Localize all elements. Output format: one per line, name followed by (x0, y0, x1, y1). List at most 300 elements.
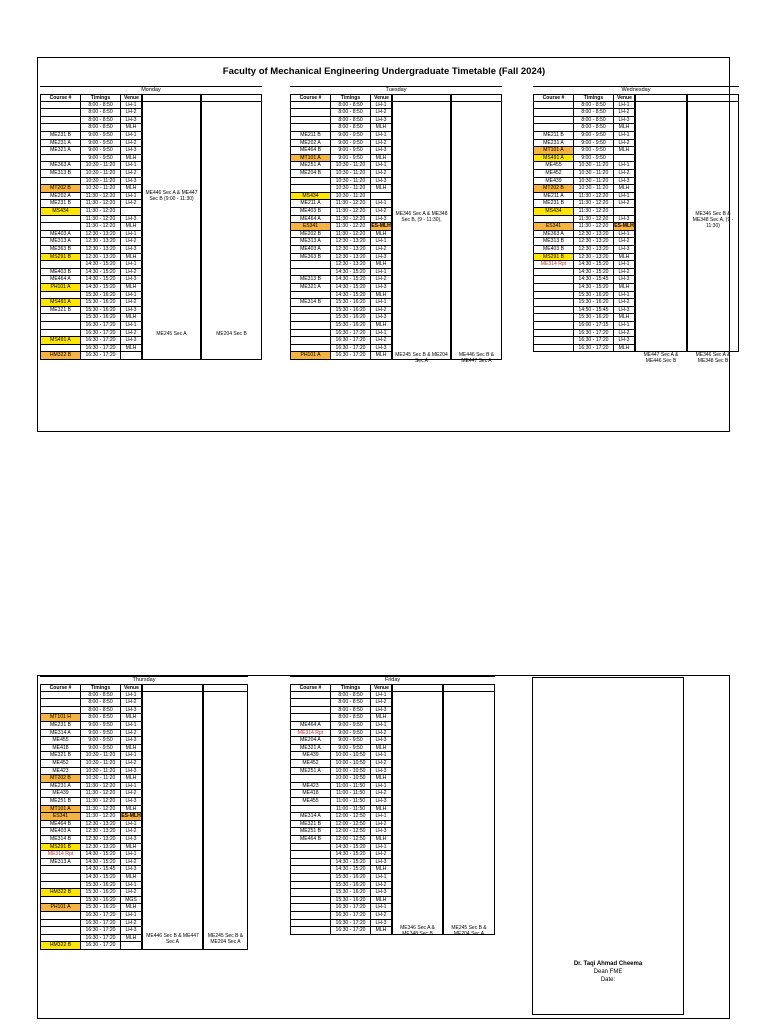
timing-cell: 10:30 - 11:20 (573, 162, 613, 170)
venue-cell: LH-1 (613, 322, 635, 330)
venue-cell: LH-1 (370, 844, 392, 852)
venue-cell: LH-2 (613, 330, 635, 338)
venue-cell: LH-1 (613, 261, 635, 269)
course-cell: ME313 A (40, 859, 80, 867)
venue-cell: LH-2 (370, 170, 392, 178)
timing-cell: 12:30 - 13:20 (330, 261, 370, 269)
course-cell: ME211 A (290, 200, 330, 208)
course-cell: ME314 A (290, 813, 330, 821)
course-cell: ME464 A (290, 216, 330, 224)
venue-cell: LH-1 (120, 783, 142, 791)
course-cell: ME231 B (40, 200, 80, 208)
timing-cell: 9:00 - 9:50 (330, 147, 370, 155)
timing-cell: 8:00 - 8:50 (80, 109, 120, 117)
course-cell: ME452 (290, 760, 330, 768)
venue-cell: LH-3 (120, 307, 142, 315)
venue-cell: MLH (370, 897, 392, 905)
timing-cell: 14:50 - 15:45 (573, 307, 613, 315)
timing-cell: 10:00 - 10:50 (330, 760, 370, 768)
timing-cell: 12:30 - 13:20 (80, 844, 120, 852)
venue-cell: LH-1 (120, 851, 142, 859)
timing-cell: 11:30 - 12:20 (573, 223, 613, 231)
course-cell: ME439 (290, 752, 330, 760)
venue-cell: LH-2 (120, 269, 142, 277)
header-course: Course # (290, 684, 330, 692)
tuesday-merged-note-1: ME346 Sec A & ME348 Sec B, (9 - 11:30), (395, 210, 448, 223)
timing-cell: 9:00 - 9:50 (80, 722, 120, 730)
timing-cell: 16:30 - 17:20 (330, 904, 370, 912)
timing-cell: 16:30 - 17:20 (80, 912, 120, 920)
venue-cell: LH-3 (370, 345, 392, 353)
timing-cell: 12:00 - 12:50 (330, 828, 370, 836)
venue-cell: LH-3 (120, 178, 142, 186)
course-cell: ME403 B (290, 208, 330, 216)
venue-cell: LH-2 (120, 238, 142, 246)
venue-cell: LH-2 (370, 307, 392, 315)
venue-cell: LH-3 (613, 117, 635, 125)
merged-column (142, 94, 201, 360)
course-cell: ME403 B (533, 246, 573, 254)
timing-cell: 15:30 - 16:20 (573, 292, 613, 300)
course-cell: ME464 B (290, 836, 330, 844)
venue-cell: MLH (613, 147, 635, 155)
timing-cell: 9:00 - 9:50 (80, 737, 120, 745)
course-cell: MT202 B (533, 185, 573, 193)
venue-cell: LH-3 (120, 246, 142, 254)
timing-cell: 12:30 - 13:20 (330, 246, 370, 254)
tuesday-day-name: Tuesday (290, 86, 502, 94)
venue-cell: LH-3 (370, 889, 392, 897)
timing-cell: 11:30 - 12:20 (80, 790, 120, 798)
timing-cell: 14:30 - 15:20 (330, 292, 370, 300)
header-venue: Venue (120, 94, 142, 102)
timing-cell: 8:00 - 8:50 (80, 714, 120, 722)
timing-cell: 10:30 - 11:20 (80, 760, 120, 768)
timing-cell: 16:30 - 17:20 (80, 920, 120, 928)
course-cell: ME321 A (290, 745, 330, 753)
timing-cell: 9:00 - 9:50 (573, 147, 613, 155)
venue-cell: ES-MLH (614, 223, 634, 230)
course-cell: ME314 Rpt (290, 730, 330, 738)
timing-cell: 9:00 - 9:50 (330, 722, 370, 730)
venue-cell: LH-2 (120, 828, 142, 836)
timing-cell: 14:30 - 15:20 (573, 269, 613, 277)
venue-cell: MLH (613, 284, 635, 292)
timing-cell: 16:30 - 17:20 (80, 942, 120, 950)
timing-cell: 15:30 - 16:20 (80, 314, 120, 322)
course-cell: ME321 A (290, 284, 330, 292)
course-cell: ME363 B (40, 246, 80, 254)
signature-box (532, 677, 684, 1015)
venue-cell: LH-3 (370, 707, 392, 715)
table-outline (40, 94, 142, 360)
course-cell: ME464 B (290, 147, 330, 155)
venue-cell: LH-1 (120, 322, 142, 330)
course-cell: HM322 B (40, 889, 80, 897)
venue-cell: LH-2 (370, 246, 392, 254)
timing-cell: 9:00 - 9:50 (80, 140, 120, 148)
timing-cell: 14:30 - 15:20 (330, 284, 370, 292)
timing-cell: 9:00 - 9:50 (80, 147, 120, 155)
merged-column (201, 94, 262, 360)
timing-cell: 16:30 - 17:20 (330, 912, 370, 920)
venue-cell: LH-1 (370, 904, 392, 912)
course-cell: MS491 A (40, 337, 80, 345)
venue-cell: LH-2 (370, 851, 392, 859)
timing-cell: 16:30 - 17:20 (573, 337, 613, 345)
venue-cell: MLH (120, 223, 142, 231)
course-cell: ME403 A (290, 246, 330, 254)
venue-cell: LH-1 (370, 692, 392, 700)
course-cell: ME251 A (290, 162, 330, 170)
course-cell: HM322 B (40, 942, 80, 950)
venue-cell: MLH (120, 806, 142, 814)
venue-cell: LH-2 (370, 821, 392, 829)
venue-cell: LH-1 (120, 692, 142, 700)
timing-cell: 14:30 - 15:20 (330, 859, 370, 867)
venue-cell: LH-2 (613, 269, 635, 277)
timing-cell: 14:30 - 15:20 (330, 844, 370, 852)
venue-cell: LH-3 (370, 147, 392, 155)
course-cell: ME313 B (533, 238, 573, 246)
venue-cell: LH-2 (370, 337, 392, 345)
monday-day-name: Monday (40, 86, 262, 94)
timing-cell: 15:30 - 16:20 (330, 882, 370, 890)
venue-cell: LH-3 (120, 337, 142, 345)
header-course: Course # (40, 684, 80, 692)
timing-cell: 16:00 - 17:15 (573, 322, 613, 330)
timing-cell: 14:30 - 15:20 (80, 261, 120, 269)
venue-cell: LH-3 (120, 798, 142, 806)
course-cell: PH101 A (40, 904, 80, 912)
header-timings: Timings (330, 94, 370, 102)
monday-merged-note-3: ME204 Sec B (216, 330, 247, 337)
course-cell: ME231 B (40, 132, 80, 140)
timing-cell: 10:00 - 10:50 (330, 752, 370, 760)
merged-column (443, 684, 495, 935)
timing-cell: 16:30 - 17:20 (80, 935, 120, 943)
course-cell: ME321 B (40, 752, 80, 760)
venue-cell: LH-2 (613, 299, 635, 307)
timing-cell: 16:30 - 17:20 (80, 352, 120, 360)
course-cell: ME211 B (533, 132, 573, 140)
venue-cell: MLH (120, 185, 142, 193)
venue-cell: LH-1 (370, 162, 392, 170)
venue-cell: MLH (120, 874, 142, 882)
course-cell: PH101 A (290, 352, 330, 360)
timing-cell: 15:30 - 16:20 (573, 299, 613, 307)
course-cell: ME314 B (290, 299, 330, 307)
timing-cell: 11:30 - 12:20 (80, 223, 120, 231)
header-timings: Timings (80, 94, 120, 102)
timing-cell: 9:00 - 9:50 (573, 155, 613, 163)
venue-cell: LH-1 (613, 193, 635, 201)
timing-cell: 11:30 - 12:20 (80, 806, 120, 814)
course-cell: ME321 A (40, 147, 80, 155)
course-cell: ME231 B (40, 722, 80, 730)
timing-cell: 10:30 - 11:20 (80, 170, 120, 178)
timing-cell: 9:00 - 9:50 (80, 155, 120, 163)
timing-cell: 16:30 - 17:20 (80, 322, 120, 330)
course-cell: ME464 A (40, 276, 80, 284)
venue-cell: LH-2 (370, 882, 392, 890)
header-venue: Venue (120, 684, 142, 692)
venue-cell: LH-2 (370, 760, 392, 768)
venue-cell: MLH (370, 124, 392, 132)
course-cell: ME313 B (290, 276, 330, 284)
course-cell: ME204 B (290, 170, 330, 178)
venue-cell: LH-3 (120, 927, 142, 935)
course-cell: ME313 B (40, 170, 80, 178)
course-cell: ME231 A (40, 140, 80, 148)
course-cell: ME363 A (40, 162, 80, 170)
timing-cell: 14:30 - 15:45 (573, 276, 613, 284)
venue-cell: MLH (370, 352, 392, 360)
venue-cell: MLH (370, 775, 392, 783)
table-outline (533, 94, 635, 352)
venue-cell: LH-1 (120, 132, 142, 140)
course-cell: ME211 B (290, 132, 330, 140)
timing-cell: 10:30 - 11:20 (80, 775, 120, 783)
venue-cell: LH-2 (370, 109, 392, 117)
course-cell: ME231 A (533, 140, 573, 148)
course-cell: MS491 A (533, 155, 573, 163)
timing-cell: 12:30 - 13:20 (573, 254, 613, 262)
timing-cell: 10:30 - 11:20 (330, 193, 370, 201)
timing-cell: 9:00 - 9:50 (330, 737, 370, 745)
friday-day-name: Friday (290, 676, 495, 684)
timing-cell: 8:00 - 8:50 (573, 124, 613, 132)
venue-cell: MLH (370, 927, 392, 935)
course-cell: ME455 (533, 162, 573, 170)
timing-cell: 8:00 - 8:50 (330, 714, 370, 722)
course-cell: MS434 (290, 193, 330, 201)
timing-cell: 11:30 - 12:20 (573, 200, 613, 208)
timing-cell: 11:30 - 12:20 (330, 231, 370, 239)
timing-cell: 10:30 - 11:20 (573, 170, 613, 178)
course-cell: MT202 B (40, 185, 80, 193)
venue-cell: LH-1 (370, 299, 392, 307)
venue-cell: LH-1 (370, 132, 392, 140)
timing-cell: 12:00 - 12:50 (330, 813, 370, 821)
timing-cell: 8:00 - 8:50 (573, 102, 613, 110)
course-cell: MT101 A (40, 806, 80, 814)
course-cell: ME403 A (40, 231, 80, 239)
venue-cell: LH-2 (120, 170, 142, 178)
dean-name: Dr. Taqi Ahmad Cheema (573, 961, 643, 967)
course-cell: ME314 B (40, 836, 80, 844)
timing-cell: 14:30 - 15:20 (330, 866, 370, 874)
wednesday-merged-note-2: ME447 Sec A & ME446 Sec B (643, 351, 679, 364)
venue-cell: LH-1 (370, 813, 392, 821)
venue-cell: LH-3 (613, 246, 635, 254)
merged-column (142, 684, 203, 950)
venue-cell: LH-2 (120, 859, 142, 867)
dean-role: Dean FME (593, 969, 623, 975)
venue-cell: LH-2 (120, 109, 142, 117)
venue-cell: MLH (613, 314, 635, 322)
venue-cell: LH-1 (370, 330, 392, 338)
merged-column (203, 684, 248, 950)
course-cell: ME464 A (290, 722, 330, 730)
venue-cell: MLH (120, 935, 142, 943)
timing-cell: 15:30 - 16:20 (330, 889, 370, 897)
venue-cell: LH-2 (370, 790, 392, 798)
venue-cell: LH-3 (613, 337, 635, 345)
venue-cell: ES-MLH (371, 223, 391, 230)
timing-cell: 14:30 - 15:20 (330, 851, 370, 859)
venue-cell: LH-1 (370, 200, 392, 208)
timing-cell: 16:30 - 17:20 (330, 345, 370, 353)
course-cell: ME418 (40, 745, 80, 753)
timing-cell: 16:30 - 17:20 (80, 337, 120, 345)
course-cell: MS291 B (40, 844, 80, 852)
venue-cell: LH-1 (370, 238, 392, 246)
course-cell: ME251 A (290, 768, 330, 776)
venue-cell: MLH (120, 284, 142, 292)
header-venue: Venue (370, 94, 392, 102)
course-cell: ME314 A (40, 730, 80, 738)
course-cell: ES341 (290, 223, 330, 231)
timing-cell: 12:30 - 13:20 (80, 254, 120, 262)
timing-cell: 8:00 - 8:50 (80, 699, 120, 707)
header-venue: Venue (613, 94, 635, 102)
header-timings: Timings (80, 684, 120, 692)
header-course: Course # (40, 94, 80, 102)
venue-cell: MLH (370, 231, 392, 239)
venue-cell: LH-1 (370, 722, 392, 730)
course-cell: ME231 A (40, 783, 80, 791)
timing-cell: 11:30 - 12:20 (80, 200, 120, 208)
timing-cell: 10:30 - 11:20 (330, 162, 370, 170)
timing-cell: 11:30 - 12:20 (330, 216, 370, 224)
venue-cell: MLH (120, 775, 142, 783)
venue-cell: LH-1 (120, 292, 142, 300)
timing-cell: 8:00 - 8:50 (80, 124, 120, 132)
venue-cell: LH-1 (120, 722, 142, 730)
venue-cell: LH-2 (370, 276, 392, 284)
venue-cell: LH-2 (613, 140, 635, 148)
venue-cell: LH-3 (370, 768, 392, 776)
course-cell: MT101 A (290, 155, 330, 163)
timing-cell: 14:30 - 15:20 (330, 269, 370, 277)
venue-cell: MLH (370, 866, 392, 874)
timing-cell: 12:30 - 13:20 (80, 238, 120, 246)
venue-cell: LH-3 (120, 276, 142, 284)
timing-cell: 12:30 - 13:20 (80, 821, 120, 829)
timing-cell: 14:30 - 15:20 (80, 276, 120, 284)
venue-cell: MLH (613, 185, 635, 193)
venue-cell: MLH (370, 155, 392, 163)
course-cell: PH101 A (40, 284, 80, 292)
timing-cell: 11:00 - 11:50 (330, 783, 370, 791)
venue-cell: LH-2 (120, 790, 142, 798)
venue-cell: LH-1 (120, 193, 142, 201)
timing-cell: 11:30 - 12:20 (573, 216, 613, 224)
timing-cell: 8:00 - 8:50 (330, 692, 370, 700)
course-cell: ME439 (40, 790, 80, 798)
venue-cell: MLH (370, 261, 392, 269)
timing-cell: 14:30 - 15:20 (80, 859, 120, 867)
timing-cell: 16:30 - 17:20 (80, 345, 120, 353)
timing-cell: 10:30 - 11:20 (80, 768, 120, 776)
venue-cell: LH-2 (120, 760, 142, 768)
venue-cell: LH-2 (120, 299, 142, 307)
timing-cell: 9:00 - 9:50 (330, 745, 370, 753)
timing-cell: 12:30 - 13:20 (330, 254, 370, 262)
timing-cell: 15:30 - 16:20 (80, 897, 120, 905)
venue-cell: LH-3 (120, 707, 142, 715)
timing-cell: 11:00 - 11:50 (330, 798, 370, 806)
venue-cell: ES-MLH (121, 813, 141, 820)
timing-cell: 16:30 - 17:20 (573, 345, 613, 353)
table-outline (40, 684, 142, 950)
course-cell: ME202 B (290, 231, 330, 239)
venue-cell: LH-1 (613, 132, 635, 140)
page-title: Faculty of Mechanical Engineering Undergraduate Timetable (Fall 2024) (222, 66, 546, 77)
timing-cell: 11:00 - 11:50 (330, 790, 370, 798)
header-timings: Timings (573, 94, 613, 102)
timing-cell: 8:00 - 8:50 (80, 102, 120, 110)
venue-cell: LH-1 (120, 102, 142, 110)
venue-cell: MLH (370, 322, 392, 330)
course-cell: ME418 (290, 790, 330, 798)
venue-cell: LH-1 (613, 231, 635, 239)
venue-cell: LH-2 (613, 200, 635, 208)
venue-cell: LH-3 (370, 737, 392, 745)
timing-cell: 9:00 - 9:50 (330, 730, 370, 738)
course-cell: ME423 (40, 768, 80, 776)
timing-cell: 14:30 - 15:20 (80, 874, 120, 882)
course-cell: ES341 (40, 813, 80, 821)
venue-cell: LH-2 (370, 140, 392, 148)
timing-cell: 11:30 - 12:20 (80, 783, 120, 791)
timing-cell: 11:30 - 12:20 (330, 200, 370, 208)
course-cell: ME455 (40, 737, 80, 745)
venue-cell: MLH (120, 254, 142, 262)
signature-date: Date: (600, 977, 616, 983)
timing-cell: 12:30 - 13:20 (330, 238, 370, 246)
thursday-day-name: Thursday (40, 676, 248, 684)
course-cell: MT101 A (533, 147, 573, 155)
venue-cell: LH-1 (370, 783, 392, 791)
venue-cell: LH-3 (370, 314, 392, 322)
course-cell: ME321 B (40, 307, 80, 315)
timing-cell: 10:30 - 11:20 (330, 178, 370, 186)
course-cell: ME455 (290, 798, 330, 806)
timing-cell: 16:30 - 17:20 (330, 920, 370, 928)
venue-cell: LH-1 (120, 821, 142, 829)
timing-cell: 16:30 - 17:20 (80, 927, 120, 935)
venue-cell: LH-1 (120, 261, 142, 269)
venue-cell: MLH (370, 745, 392, 753)
timing-cell: 8:00 - 8:50 (330, 102, 370, 110)
timing-cell: 12:00 - 12:50 (330, 836, 370, 844)
course-cell: ME439 (533, 178, 573, 186)
course-cell: MT101 H (40, 714, 80, 722)
timing-cell: 11:30 - 12:20 (80, 208, 120, 216)
timing-cell: 9:00 - 9:50 (573, 132, 613, 140)
timing-cell: 8:00 - 8:50 (573, 109, 613, 117)
timing-cell: 10:30 - 11:20 (330, 170, 370, 178)
timing-cell: 9:00 - 9:50 (80, 132, 120, 140)
timing-cell: 16:30 - 17:20 (330, 337, 370, 345)
venue-cell: LH-3 (120, 866, 142, 874)
venue-cell: LH-3 (370, 178, 392, 186)
venue-cell: LH-3 (120, 836, 142, 844)
timing-cell: 11:00 - 11:50 (330, 806, 370, 814)
venue-cell: LH-2 (370, 730, 392, 738)
